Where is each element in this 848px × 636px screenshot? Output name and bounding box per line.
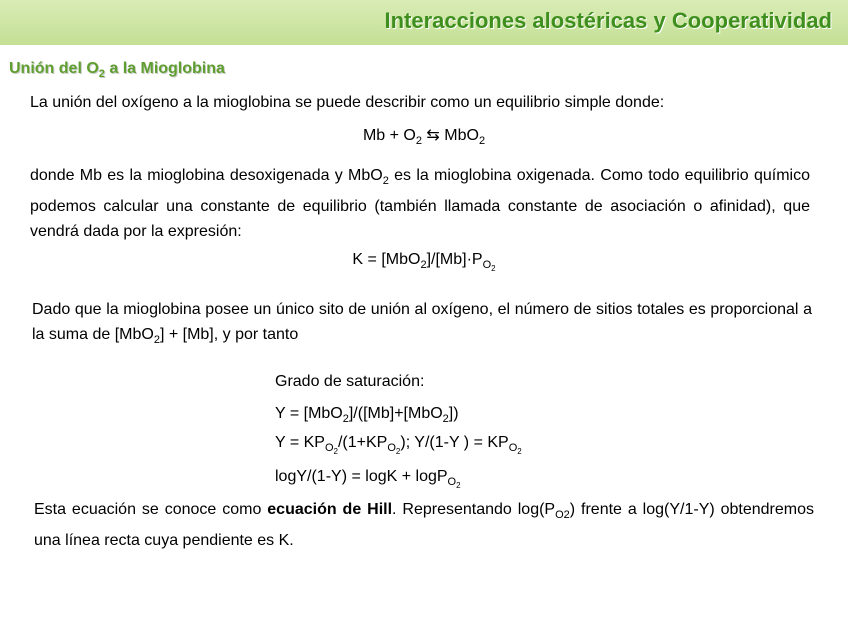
eq2-sub-po2 xyxy=(482,259,496,274)
l3-a: logY/(1-Y) = logK + logP xyxy=(275,467,448,485)
eq2-sub-2: 2 xyxy=(491,264,496,274)
eq1-sub: 2 xyxy=(415,135,422,148)
eq2-text: K = [MbO xyxy=(352,251,421,268)
eq2-sub-o: O xyxy=(482,259,492,272)
eq1-text: Mb + O xyxy=(362,127,416,144)
p3-text: Dado que la mioglobina posee un único sito de unión al oxígeno, el número de sitios totales es proporcional a la suma de [MbO xyxy=(32,301,812,343)
l3-sub1 xyxy=(448,476,461,488)
l1-c: ]) xyxy=(448,405,459,422)
sites-paragraph xyxy=(32,297,812,353)
l3-s1b: 2 xyxy=(456,480,461,490)
p2-text: donde Mb es la mioglobina desoxigenada y MbO xyxy=(30,167,383,184)
equilibrium-equation xyxy=(0,125,848,147)
l2-sub1 xyxy=(324,442,338,457)
saturation-equations xyxy=(275,402,522,498)
section-title-suffix: a la Mioglobina xyxy=(104,60,225,77)
saturation-line-2 xyxy=(275,431,522,464)
p4-text3: ) frente a log(Y/1-Y) obtendremos una línea recta cuya pendiente es K. xyxy=(34,501,815,550)
l2-s2b: 2 xyxy=(395,447,401,457)
l2-s3: O xyxy=(508,442,518,455)
hill-equation-term: ecuación de Hill xyxy=(267,501,393,518)
l2-s1b: 2 xyxy=(333,447,338,457)
page-title: Interacciones alostéricas y Cooperatividad xyxy=(384,8,832,33)
eq2-text2: ]/[Mb]·P xyxy=(426,251,483,268)
p2-text2: es la mioglobina oxigenada. Como todo equilibrio químico podemos calcular una constante de equilibrio (también llamada constante de asociación o afinidad), que vendrá dada por la expresión: xyxy=(30,167,811,241)
constant-equation xyxy=(0,251,848,273)
l1-s2: 2 xyxy=(442,413,449,426)
l1-b: ]/([Mb]+[MbO xyxy=(348,405,443,422)
p4-text: Esta ecuación se conoce como xyxy=(34,501,268,518)
l2-a: Y = KP xyxy=(275,434,325,452)
l2-b: /(1+KP xyxy=(337,434,388,452)
intro-paragraph: La unión del oxígeno a la mioglobina se puede describir como un equilibrio simple donde: xyxy=(30,94,665,111)
l1-a: Y = [MbO xyxy=(275,405,343,422)
definition-paragraph xyxy=(30,163,810,244)
l2-c: ); Y/(1-Y ) = KP xyxy=(400,434,509,452)
section-title xyxy=(9,60,225,80)
p4-text2: . Representando log(P xyxy=(392,501,556,518)
eq2-sub: 2 xyxy=(420,259,427,272)
eq1-arrow: ⇆ MbO xyxy=(421,127,479,144)
l1-s1: 2 xyxy=(342,413,349,426)
p2-sub: 2 xyxy=(382,175,389,188)
section-title-text: Unión del O xyxy=(9,60,99,77)
l2-s2: O xyxy=(387,442,396,455)
p4-sub: O2 xyxy=(555,509,570,522)
hill-paragraph xyxy=(34,497,814,553)
l3-s1: O xyxy=(447,475,457,488)
l2-s1: O xyxy=(324,442,334,455)
p3-text2: ] + [Mb], y por tanto xyxy=(159,326,299,343)
header-banner xyxy=(0,0,848,45)
saturation-line-3 xyxy=(275,465,522,498)
p3-sub: 2 xyxy=(153,334,160,347)
saturation-line-1 xyxy=(275,402,522,431)
l2-sub2 xyxy=(387,442,401,457)
l2-sub3 xyxy=(508,442,522,457)
section-title-subscript: 2 xyxy=(98,68,105,81)
eq1-sub2: 2 xyxy=(478,135,486,148)
l2-s3b: 2 xyxy=(517,447,522,457)
saturation-title: Grado de saturación: xyxy=(275,373,425,390)
